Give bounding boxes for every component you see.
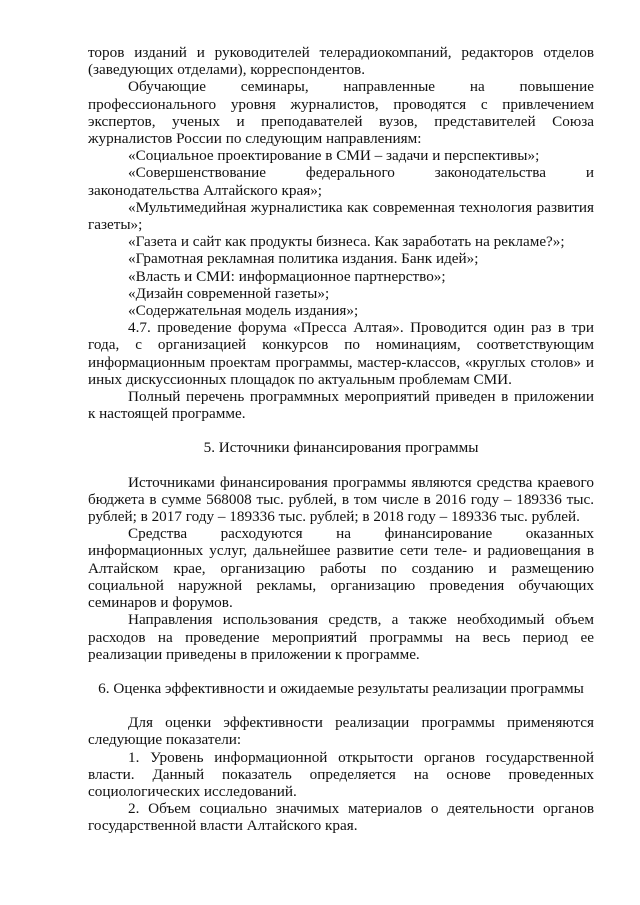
spacer (88, 422, 594, 439)
spacer (88, 697, 594, 714)
seminar-topic: «Дизайн современной газеты»; (128, 284, 330, 302)
seminar-topic: «Содержательная модель издания»; (128, 302, 359, 320)
paragraph-indicator-2: 2. Объем социально значимых материалов о деятельности органов государственной власти Алтайского края. (88, 800, 594, 835)
paragraph-intro-continued: торов изданий и руководителей телерадиокомпаний, редакторов отделов (заведующих отделами), корреспондентов. (88, 44, 594, 79)
seminar-topics-list (88, 147, 594, 319)
seminar-topic: «Газета и сайт как продукты бизнеса. Как заработать на рекламе?»; (128, 233, 565, 251)
paragraph-funding-sources: Источниками финансирования программы являются средства краевого бюджета в сумме 568008 тыс. рублей, в том числе в 2016 году – 189336 тыс. рублей; в 2017 году – 189336 тыс. рублей; в 2018 году – 189336 тыс. рублей. (88, 473, 594, 526)
paragraph-indicator-1: 1. Уровень информационной открытости органов государственной власти. Данный показатель определяется на основе проведенных социологических исследований. (88, 748, 594, 800)
seminar-topic: «Грамотная рекламная политика издания. Банк идей»; (128, 250, 479, 268)
paragraph-indicators-intro: Для оценки эффективности реализации программы применяются следующие показатели: (88, 714, 594, 749)
paragraph-full-list: Полный перечень программных мероприятий приведен в приложении к настоящей программе. (88, 388, 594, 423)
spacer (88, 663, 594, 680)
paragraph-forum: 4.7. проведение форума «Пресса Алтая». Проводится один раз в три года, с организацией конкурсов по номинациям, соответствующим информационным проектам программы, мастер-классов, «круглых столов» и иных дискуссионных площадок по актуальным проблемам СМИ. (88, 319, 594, 388)
seminar-topic: «Совершенствование федерального законодательства и законодательства Алтайского края»; (88, 164, 594, 199)
seminar-topic: «Власть и СМИ: информационное партнерство»; (128, 267, 446, 285)
seminar-topic: «Мультимедийная журналистика как современная технология развития газеты»; (88, 198, 594, 234)
section-5-heading: 5. Источники финансирования программы (203, 439, 479, 457)
paragraph-seminars: Обучающие семинары, направленные на повышение профессионального уровня журналистов, проводятся с привлечением экспертов, ученых и преподавателей вузов, представителей Союза журналистов России по следующим направлениям: (88, 78, 594, 148)
spacer (88, 457, 594, 474)
paragraph-funding-use: Средства расходуются на финансирование оказанных информационных услуг, дальнейшее развитие сети теле- и радиовещания в Алтайском крае, организацию работы по созданию и размещению социальной наружной рекламы, организацию проведения обучающих семинаров и форумов. (88, 525, 594, 612)
seminar-topic: «Социальное проектирование в СМИ – задачи и перспективы»; (128, 147, 540, 165)
section-6-heading: 6. Оценка эффективности и ожидаемые результаты реализации программы (98, 679, 584, 697)
paragraph-funding-directions: Направления использования средств, а также необходимый объем расходов на проведение мероприятий программы на весь период ее реализации приведены в приложении к программе. (88, 611, 594, 663)
